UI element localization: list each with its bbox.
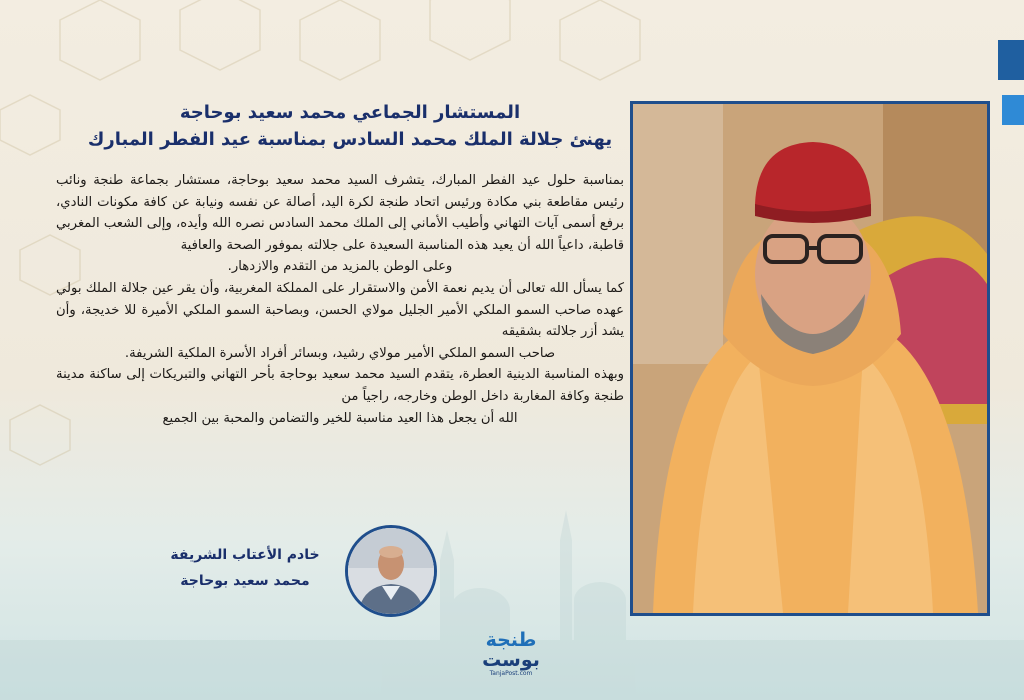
avatar-portrait	[348, 528, 434, 614]
portrait-illustration	[633, 104, 987, 613]
paragraph-2-end: صاحب السمو الملكي الأمير مولاي رشيد، وبسائر أفراد الأسرة الملكية الشريفة.	[124, 345, 556, 361]
signature-title: خادم الأعتاب الشريفة	[170, 547, 320, 563]
avatar	[345, 525, 437, 617]
logo-word-1: طنجة	[485, 629, 537, 651]
paragraph-1-end: وعلى الوطن بالمزيد من التقدم والازدهار.	[227, 259, 453, 275]
brand-logo	[470, 630, 552, 692]
logo-word-2: بوست	[482, 649, 540, 671]
paragraph-3: وبهذه المناسبة الدينية العطرة، يتقدم السيد محمد سعيد بوحاجة بأحر التهاني والتبريكات إلى ساكنة مدينة طنجة وكافة المغاربة داخل الوطن وخارجه، راجياً من	[56, 367, 624, 404]
headline-line-1: المستشار الجماعي محمد سعيد بوحاجة	[179, 102, 521, 123]
paragraph-3-end: الله أن يجعل هذا العيد مناسبة للخير والتضامن والمحبة بين الجميع	[162, 410, 518, 426]
headline	[80, 100, 620, 154]
paragraph-1: بمناسبة حلول عيد الفطر المبارك، يتشرف السيد محمد سعيد بوحاجة، مستشار بجماعة طنجة ونائب رئيس مقاطعة بني مكادة ورئيس اتحاد طنجة لكرة اليد، أصالة عن نفسه ونيابة عن كافة مكونات النادي، برفع أسمى آيات التهاني وأطيب الأماني إلى الملك محمد السادس نصره الله وأيده، وإلى الشعب المغربي قاطبة، داعياً الله أن يعيد هذه المناسبة السعيدة على جلالته بموفور الصحة والعافية	[56, 173, 624, 253]
logo-url: TanjaPost.com	[489, 670, 533, 677]
message-body	[56, 170, 624, 429]
decorative-strip	[998, 40, 1024, 80]
decorative-strip	[1002, 95, 1024, 125]
signature	[150, 542, 340, 594]
headline-line-2: يهنئ جلالة الملك محمد السادس بمناسبة عيد الفطر المبارك	[87, 129, 613, 150]
paragraph-2: كما يسأل الله تعالى أن يديم نعمة الأمن والاستقرار على المملكة المغربية، وأن يقر عين جلالة الملك بولي عهده صاحب السمو الملكي الأمير الجليل مولاي الحسن، وبصاحبة السمو الملكي الأميرة للا خديجة، وأن يشد أزر جلالته بشقيقه	[56, 280, 624, 340]
portrait-photo	[630, 101, 990, 616]
signature-name: محمد سعيد بوحاجة	[180, 573, 310, 589]
